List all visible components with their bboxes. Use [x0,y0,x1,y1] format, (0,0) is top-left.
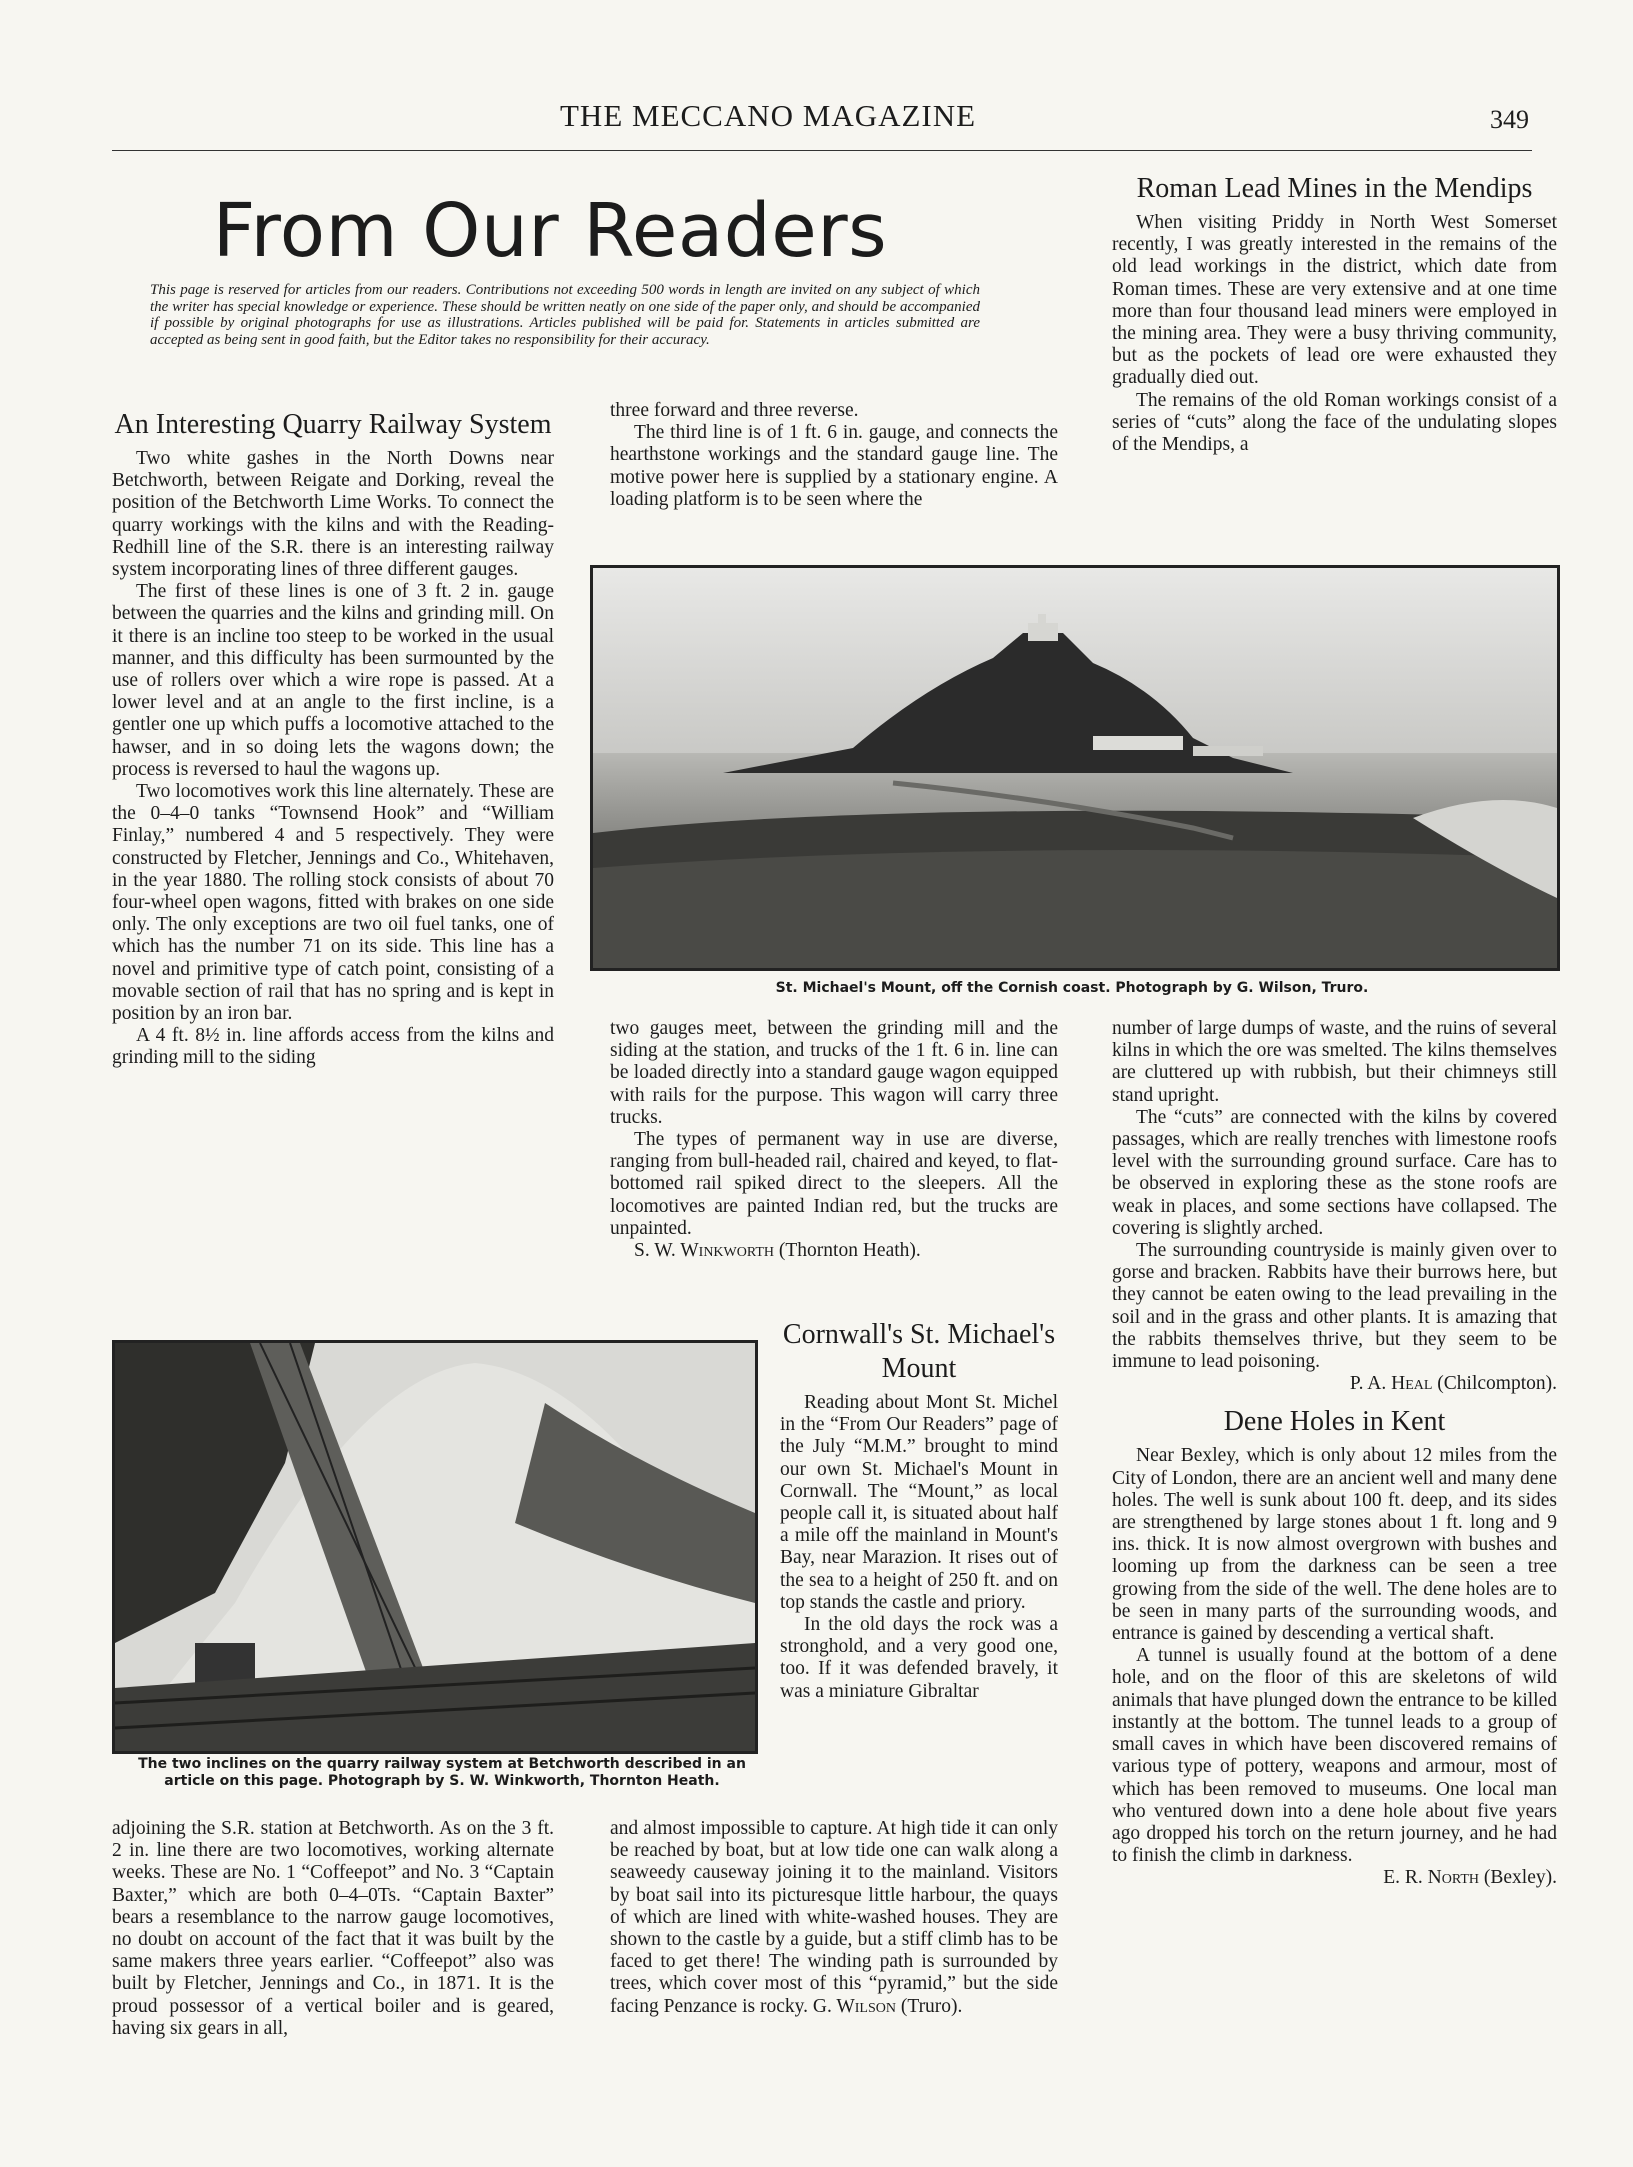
quarry-paragraph: Two white gashes in the North Downs near Betchworth, between Reigate and Dorking, reveal the position of the Betchworth Lime Works. To connect the quarry workings with the kilns and with the Reading-Redhill line of the S.R. there is an interesting railway system incorporating lines of three different gauges. [112,448,554,581]
quarry-heading: An Interesting Quarry Railway System [114,409,552,440]
mount-article-narrow [780,1318,1058,1703]
mount-heading: Cornwall's St. Michael's Mount [782,1319,1056,1384]
st-michaels-mount-photo [590,565,1560,971]
quarry-article-column-1-bottom [112,1818,554,2040]
author-name: E. R. North [1383,1867,1480,1889]
author-name: G. Wilson [812,1995,896,2017]
page-number: 349 [1490,105,1529,134]
quarry-paragraph: The third line is of 1 ft. 6 in. gauge, and connects the hearthstone workings and the standard gauge line. The motive power here is supplied by a stationary engine. A loading platform is to be seen where the [610,422,1058,510]
lead-paragraph: The surrounding countryside is mainly given over to gorse and bracken. Rabbits have their burrows here, but they cannot be eaten owing to the lead prevailing in the soil and in the grass and other plants. It is amazing that the rabbits themselves thrive, but they seem to be immune to lead poisoning. [1112,1240,1557,1373]
quarry-paragraph: Two locomotives work this line alternately. These are the 0–4–0 tanks “Townsend Hook” and “William Finlay,” numbered 4 and 5 respectively. They were constructed by Fletcher, Jennings and Co., Whitehaven, in the year 1880. The rolling stock consists of about 70 four-wheel open wagons, fitted with brakes on one side only. The only exceptions are two oil fuel tanks, one of which has the number 71 on its side. This line has a novel and primitive type of catch point, consisting of a movable section of rail that has no spring and is kept in position by an iron bar. [112,781,554,1025]
author-name: S. W. Winkworth [634,1240,775,1262]
lead-paragraph: number of large dumps of waste, and the ruins of several kilns in which the ore was smelted. The kilns themselves are cluttered up with rubbish, but their chimneys still stand upright. [1112,1018,1557,1106]
quarry-inclines-photo [112,1340,758,1754]
author-place: (Bexley). [1483,1867,1557,1889]
dene-paragraph: Near Bexley, which is only about 12 miles from the City of London, there are an ancient well and many dene holes. The well is sunk about 100 ft. deep, and its sides are strengthened by large stones about 1 ft. long and 9 ins. thick. It is now almost overgrown with bushes and looming up from the darkness can be seen a tree growing from the side of the well. The dene holes are to be seen in many parts of the surrounding woods, and entrance is gained by descending a vertical shaft. [1112,1445,1557,1645]
mount-paragraph [610,1818,1058,2018]
author-place: (Thornton Heath). [778,1240,921,1262]
header-divider [112,150,1532,151]
author-name: P. A. Heal [1349,1373,1433,1395]
quarry-photo-caption: The two inclines on the quarry railway system at Betchworth described in an article on this page. Photograph by S. W. Winkworth, Thornton Heath. [138,1756,746,1789]
quarry-paragraph: two gauges meet, between the grinding mill and the siding at the station, and trucks of the 1 ft. 6 in. line can be loaded directly into a standard gauge wagon equipped with rails for the purpose. This wagon will carry three trucks. [610,1018,1058,1128]
mount-photo-caption: St. Michael's Mount, off the Cornish coast. Photograph by G. Wilson, Truro. [775,980,1369,996]
quarry-article-column-1 [112,408,554,1070]
quarry-signature [610,1240,1058,1262]
mount-paragraph: Reading about Mont St. Michel in the “From Our Readers” page of the July “M.M.” brought to mind our own St. Michael's Mount in Cornwall. The “Mount,” as local people call it, is situated about half a mile off the mainland in Mount's Bay, near Marazion. It rises out of the sea to a height of 250 ft. and on top stands the castle and priory. [780,1392,1058,1613]
quarry-article-column-2-top [610,400,1058,511]
quarry-paragraph: three forward and three reverse. [610,400,859,421]
quarry-paragraph: adjoining the S.R. station at Betchworth. As on the 3 ft. 2 in. line there are two locomotives, working alternate weeks. These are No. 1 “Coffeepot” and No. 3 “Captain Baxter,” which are both 0–4–0Ts. “Captain Baxter” bears a resemblance to the narrow gauge locomotives, no doubt on account of the fact that it was built by the same makers three years earlier. “Coffeepot” also was built by Fletcher, Jennings and Co., in 1871. It is the proud possessor of a vertical boiler and is geared, having six gears in all, [112,1818,554,2039]
magazine-title: THE MECCANO MAGAZINE [560,98,977,133]
lead-paragraph: The “cuts” are connected with the kilns by covered passages, which are really trenches with limestone roofs level with the surrounding ground surface. Care has to be observed in exploring these as the stone roofs are weak in places, and some sections have collapsed. The covering is slightly arched. [1112,1106,1557,1239]
dene-heading: Dene Holes in Kent [1223,1406,1446,1438]
dene-paragraph: A tunnel is usually found at the bottom of a dene hole, and on the floor of this are skeletons of wild animals that have plunged down the entrance to be killed instantly at the bottom. The tunnel leads to a group of small caves in which have been discovered remains of various type of pottery, weapons and armour, most of which has been removed to museums. One local man who ventured down into a dene hole about five years ago dropped his torch on the return journey, and he had to finish the climb in darkness. [1112,1645,1557,1867]
quarry-paragraph: The first of these lines is one of 3 ft. 2 in. gauge between the quarries and the kilns and grinding mill. On it there is an incline too steep to be worked in the usual manner, and this difficulty has been surmounted by the use of rollers over which a wire rope is passed. At a lower level and at an angle to the first incline, is a gentler one up which puffs a locomotive attached to the hawser, and in so doing lets the wagons down; the process is reversed to haul the wagons up. [112,581,554,780]
lead-heading: Roman Lead Mines in the Mendips [1136,173,1533,204]
mount-paragraph: In the old days the rock was a stronghold, and a very good one, too. If it was defended bravely, it was a miniature Gibraltar [780,1614,1058,1702]
quarry-paragraph: The types of permanent way in use are diverse, ranging from bull-headed rail, chaired and keyed, to flat-bottomed rail spiked direct to the sleepers. All the locomotives are painted Indian red, but the trucks are unpainted. [610,1129,1058,1239]
lead-signature [1112,1373,1557,1395]
dene-signature [1112,1867,1557,1889]
page-title: From Our Readers [212,188,888,274]
author-place: (Chilcompton). [1437,1373,1557,1395]
mount-paragraph-text: and almost impossible to capture. At high tide it can only be reached by boat, but at low tide one can walk along a seaweedy causeway joining it to the mainland. Visitors by boat sail into its picturesque little harbour, the quays of which are lined with white-washed houses. They are shown to the castle by a guide, but a stiff climb has to be faced to get there! The winding path is surrounded by trees, which cover most of this “pyramid,” but the side facing Penzance is rocky. [610,1818,1058,2017]
intro-note: This page is reserved for articles from our readers. Contributions not exceeding 500 words in length are invited on any subject of which the writer has special knowledge or experience. These should be written neatly on one side of the paper only, and should be accompanied if possible by original photographs for use as illustrations. Articles published will be paid for. Statements in articles submitted are accepted as being sent in good faith, but the Editor takes no responsibility for their accuracy. [150,282,980,348]
author-place: (Truro). [900,1995,963,2017]
quarry-article-column-2-mid [610,1018,1058,1262]
quarry-paragraph: A 4 ft. 8½ in. line affords access from the kilns and grinding mill to the siding [112,1025,554,1069]
lead-paragraph: When visiting Priddy in North West Somerset recently, I was greatly interested in the remains of the old lead workings in the district, which date from Roman times. These are very extensive and at one time more than four thousand lead miners were employed in the mining area. They were a busy thriving community, but as the pockets of lead ore were exhausted they gradually died out. [1112,212,1557,389]
lead-article-bottom [1112,1018,1557,1890]
lead-article-top [1112,172,1557,456]
lead-paragraph: The remains of the old Roman workings consist of a series of “cuts” along the face of the undulating slopes of the Mendips, a [1112,389,1557,456]
mount-article-wide [610,1818,1058,2018]
